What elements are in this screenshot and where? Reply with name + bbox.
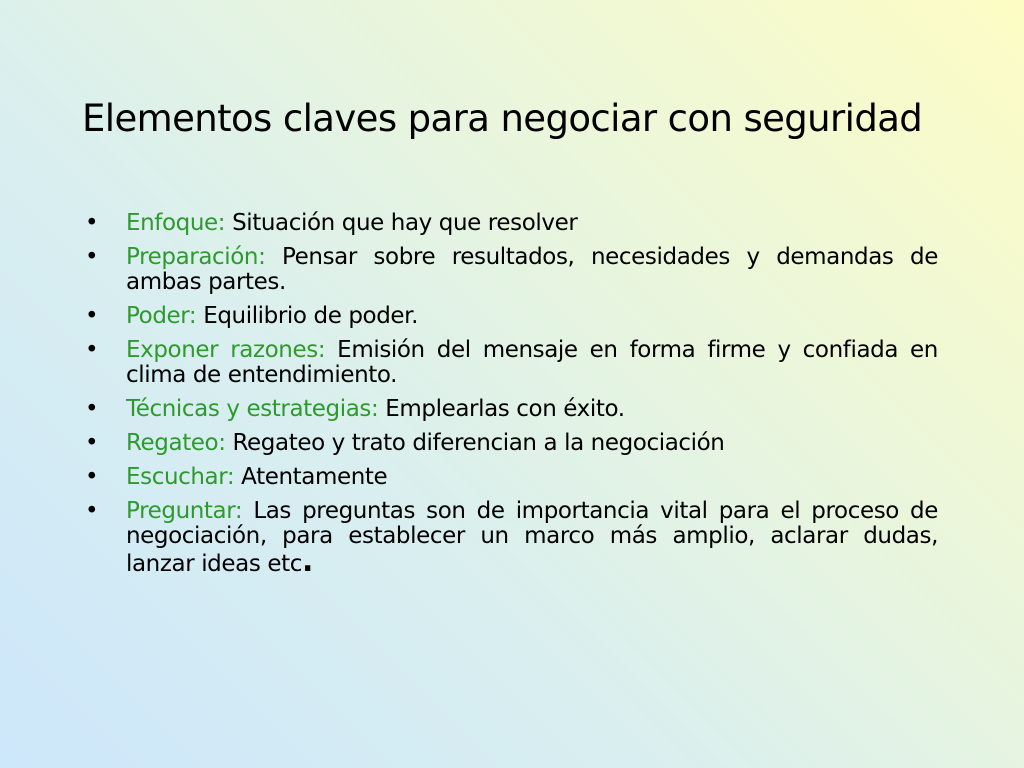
bullet-text: Equilibrio de poder. [196, 303, 419, 329]
list-item-tecnicas [82, 397, 938, 422]
bullet-term: Enfoque: [126, 210, 226, 236]
bullet-term: Escuchar: [126, 464, 235, 490]
slide-title: Elementos claves para negociar con seguridad [82, 97, 923, 140]
bullet-term: Exponer razones: [126, 337, 326, 363]
bullet-icon: • [85, 396, 99, 422]
list-item-poder [82, 304, 938, 329]
bullet-text: Situación que hay que resolver [225, 210, 578, 236]
bullet-term: Preparación: [126, 244, 266, 270]
bullet-term: Poder: [126, 303, 197, 329]
bullet-text: Emplearlas con éxito. [378, 396, 625, 422]
bullet-term: Técnicas y estrategias: [126, 396, 379, 422]
bullet-icon: • [85, 430, 99, 456]
bullet-text: Pensar sobre resultados, necesidades y demandas de ambas partes. [126, 244, 938, 295]
bullet-icon: • [85, 337, 99, 363]
list-item-preparacion [82, 245, 938, 295]
bullet-term: Preguntar: [126, 498, 243, 524]
list-item-regateo [82, 431, 938, 456]
list-item-enfoque [82, 211, 938, 236]
bullet-text: Las preguntas son de importancia vital para el proceso de negociación, para establecer un marco más amplio, aclarar dudas, lanzar ideas etc [126, 498, 938, 577]
list-item-escuchar [82, 465, 938, 490]
bullet-term: Regateo: [126, 430, 226, 456]
list-item-exponer-razones [82, 338, 938, 388]
bullet-list [82, 211, 938, 586]
bullet-icon: • [85, 244, 99, 270]
bullet-icon: • [85, 303, 99, 329]
bullet-text: Atentamente [234, 464, 388, 490]
bullet-text: Regateo y trato diferencian a la negociación [225, 430, 725, 456]
list-item-preguntar [82, 499, 938, 577]
bullet-icon: • [85, 464, 99, 490]
bullet-icon: • [85, 498, 99, 524]
bullet-text: Emisión del mensaje en forma firme y confiada en clima de entendimiento. [126, 337, 938, 388]
bullet-icon: • [85, 210, 99, 236]
bullet-text-period: . [301, 544, 313, 579]
